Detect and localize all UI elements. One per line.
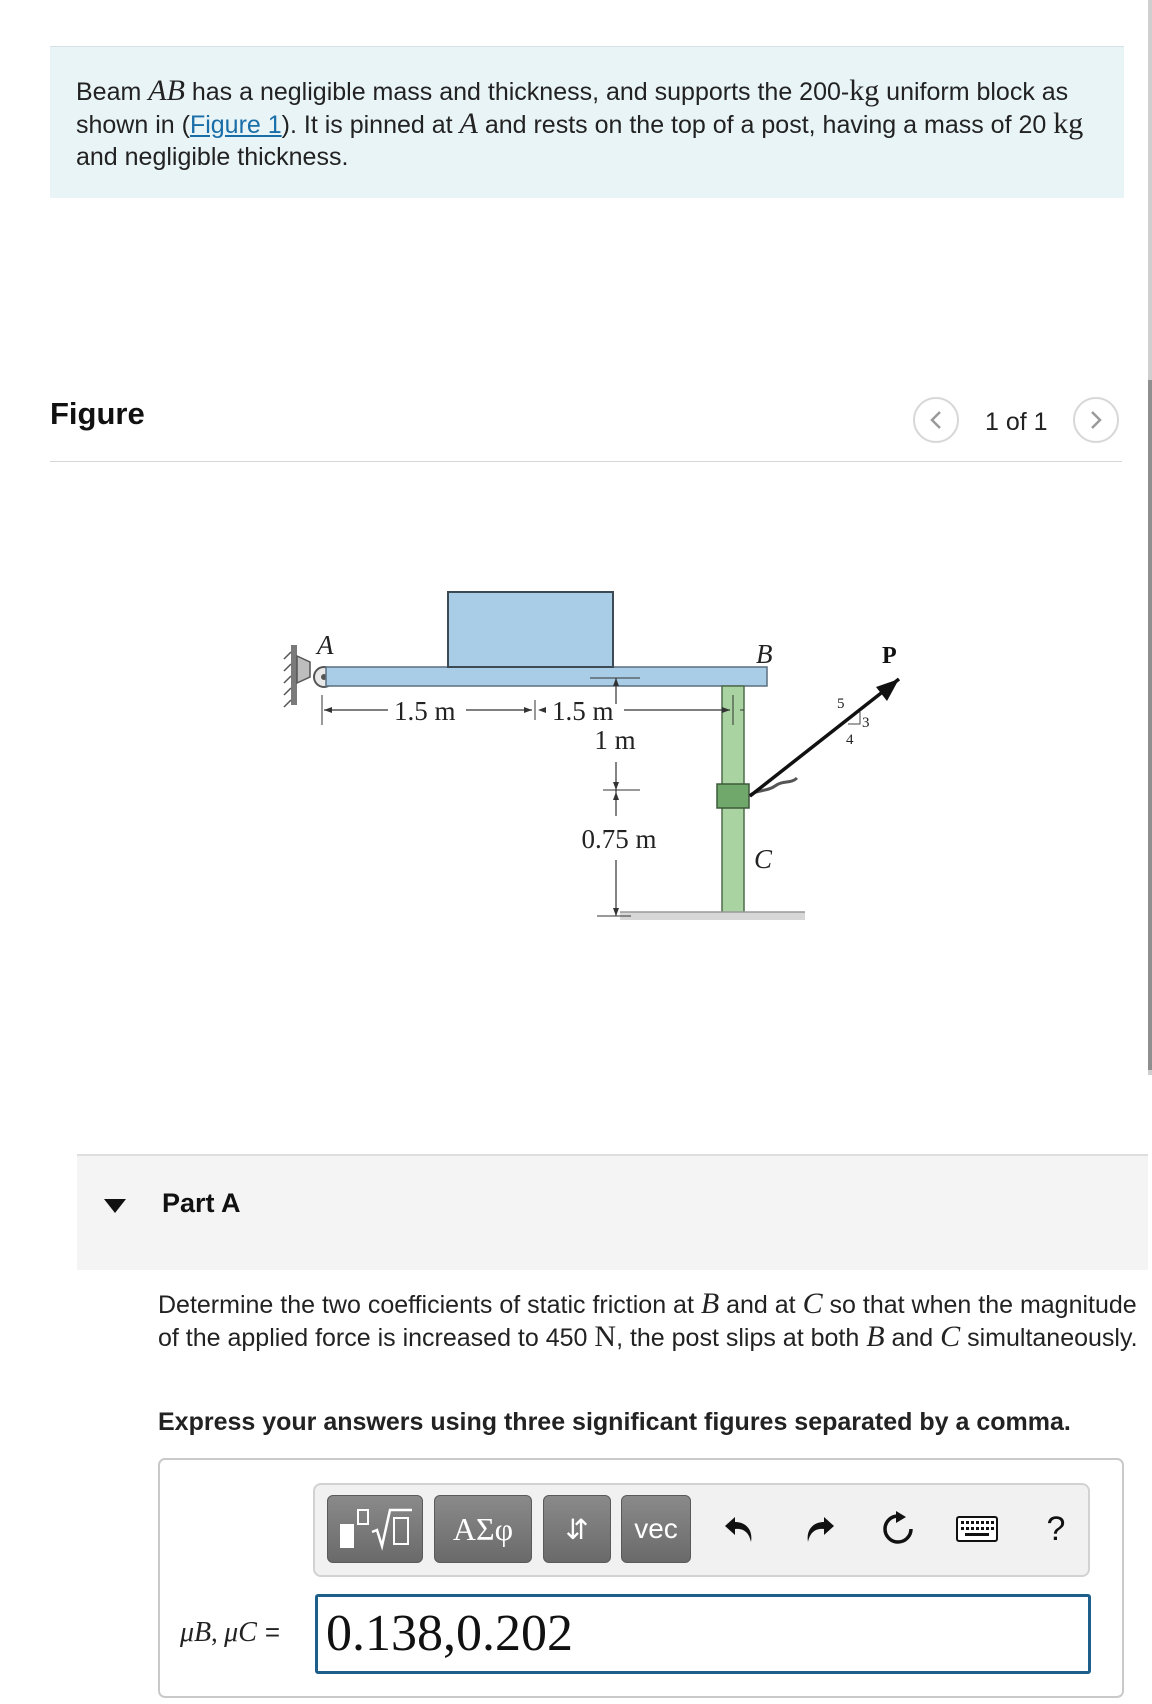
- symbol-c: C: [802, 1287, 823, 1320]
- part-a-header[interactable]: [77, 1154, 1148, 1270]
- intro-text: and negligible thickness.: [76, 143, 349, 171]
- label-separator: ,: [211, 1618, 225, 1647]
- caret-down-icon: [104, 1199, 126, 1213]
- figure-diagram: [270, 560, 920, 920]
- question-segment: so that when the magnitude of the applied force is increased to 450: [158, 1291, 1137, 1352]
- symbol-b: B: [700, 1287, 720, 1320]
- beam-ab: [326, 667, 767, 686]
- equals-sign: =: [264, 1617, 281, 1647]
- pin-bracket: [297, 656, 310, 683]
- page-scrollbar[interactable]: [1148, 0, 1152, 1075]
- templates-icon: [336, 1504, 414, 1554]
- mu-c-label: μC: [224, 1617, 257, 1648]
- symbol-b: B: [866, 1320, 885, 1353]
- label-b: B: [756, 639, 773, 669]
- label-p: P: [882, 643, 897, 669]
- templates-button[interactable]: [327, 1495, 423, 1563]
- ground: [620, 912, 805, 920]
- force-p-line: [750, 679, 899, 796]
- answer-panel: [158, 1458, 1124, 1698]
- mu-b-label: μB: [180, 1617, 212, 1648]
- figure-divider: [50, 461, 1122, 462]
- uniform-block: [448, 592, 613, 667]
- figure-pager-count: 1 of 1: [985, 408, 1048, 436]
- math-toolbar: [313, 1483, 1090, 1577]
- reset-button[interactable]: [868, 1497, 928, 1561]
- slope-3: 3: [862, 715, 870, 731]
- intro-text: Beam: [76, 78, 149, 106]
- label-a: A: [317, 630, 334, 660]
- undo-icon: [723, 1513, 757, 1545]
- answer-label: [180, 1617, 280, 1649]
- intro-text: uniform block as shown in (: [76, 78, 1069, 139]
- question-segment: and at: [719, 1291, 803, 1319]
- dim-arrow: [613, 782, 619, 790]
- previous-figure-button[interactable]: [913, 397, 959, 443]
- dim-label-3: 1 m: [594, 725, 636, 755]
- intro-text: and rests on the top of a post, having a mass of 20: [477, 111, 1054, 139]
- question-segment: and: [884, 1324, 941, 1352]
- keyboard-icon: [956, 1516, 998, 1542]
- chevron-right-icon: [1088, 409, 1104, 431]
- redo-button[interactable]: [789, 1497, 849, 1561]
- question-segment: simultaneously.: [960, 1324, 1138, 1352]
- figure-title: Figure: [50, 396, 145, 431]
- answer-input[interactable]: 0.138,0.202: [315, 1594, 1091, 1674]
- figure-link[interactable]: Figure 1: [189, 111, 282, 139]
- question-text: [158, 1288, 1148, 1354]
- slope-4: 4: [846, 732, 854, 748]
- dim-arrow: [613, 908, 619, 916]
- unit-newton: N: [594, 1320, 617, 1353]
- force-p-arrowhead: [876, 679, 899, 701]
- keyboard-button[interactable]: [947, 1497, 1007, 1561]
- answer-instruction: Express your answers using three significant figures separated by a comma.: [158, 1408, 1071, 1436]
- redo-icon: [802, 1513, 836, 1545]
- label-c: C: [754, 844, 773, 874]
- next-figure-button[interactable]: [1073, 397, 1119, 443]
- help-button[interactable]: ?: [1046, 1509, 1066, 1548]
- dim-arrow: [524, 707, 532, 713]
- dim-arrow: [324, 707, 332, 713]
- intro-text: ). It is pinned at: [281, 111, 460, 139]
- symbol-c: C: [940, 1320, 961, 1353]
- dim-label-1: 1.5 m: [394, 696, 456, 726]
- question-segment: Determine the two coefficients of static friction at: [158, 1291, 701, 1319]
- post-collar: [717, 784, 749, 808]
- beam-symbol: AB: [148, 74, 185, 107]
- unit-kg: kg: [849, 74, 880, 107]
- slope-5: 5: [837, 696, 845, 712]
- reset-icon: [880, 1511, 916, 1547]
- wall-hatch: [284, 652, 291, 707]
- vector-button[interactable]: vec: [621, 1495, 691, 1563]
- intro-text: has a negligible mass and thickness, and supports the 200-: [184, 78, 850, 106]
- scrollbar-thumb[interactable]: [1148, 380, 1152, 1070]
- subscript-superscript-button[interactable]: ⇵: [543, 1495, 611, 1563]
- dim-arrow: [538, 707, 546, 713]
- dim-label-4: 0.75 m: [581, 824, 657, 854]
- question-segment: , the post slips at both: [616, 1324, 867, 1352]
- part-a-title: Part A: [162, 1188, 241, 1218]
- wall: [291, 645, 297, 705]
- dim-arrow: [613, 792, 619, 800]
- chevron-left-icon: [928, 409, 944, 431]
- pin-symbol: A: [459, 107, 478, 140]
- undo-button[interactable]: [710, 1497, 770, 1561]
- problem-statement: [50, 46, 1124, 198]
- unit-kg: kg: [1053, 107, 1084, 140]
- dim-label-2: 1.5 m: [552, 696, 614, 726]
- greek-symbols-button[interactable]: ΑΣφ: [434, 1495, 532, 1563]
